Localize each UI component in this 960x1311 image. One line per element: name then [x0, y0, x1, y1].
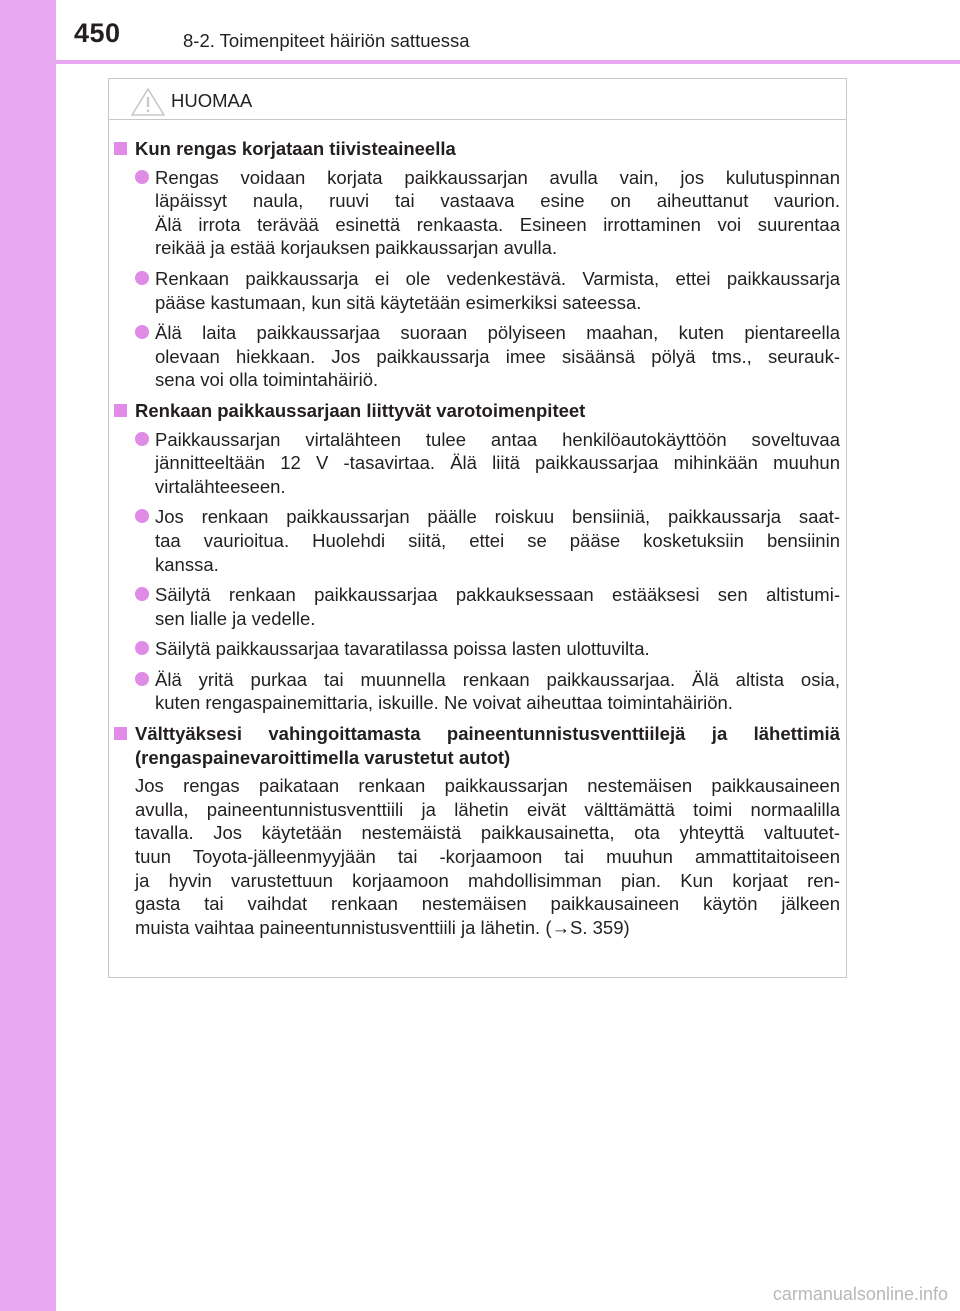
- text-line: virtalähteeseen.: [155, 475, 286, 497]
- text-line: pääse kastumaan, kun sitä käytetään esimerkiksi sateessa.: [155, 291, 642, 313]
- round-bullet-icon: [135, 432, 149, 446]
- list-item: [114, 505, 840, 576]
- notice-title: HUOMAA: [171, 90, 253, 111]
- text-line: Älä yritä purkaa tai muunnella renkaan paikkaussarjaa. Älä altista osia,: [155, 668, 840, 690]
- text-line: Jos rengas paikataan renkaan paikkaussarjan nestemäisen paikkausaineen: [135, 775, 840, 797]
- page-number: 450: [74, 18, 121, 48]
- text-line: taa vaurioitua. Huolehdi siitä, ettei se pääse kosketuksiin bensiinin: [155, 529, 840, 551]
- notice-body: [114, 137, 840, 945]
- section-heading: [114, 722, 840, 769]
- text-line: kuten rengaspainemittaria, iskuille. Ne voivat aiheuttaa toimintahäiriön.: [155, 692, 733, 714]
- text-line: avulla, paineentunnistusventtiili ja lähetin eivät välttämättä toimi normaalilla: [135, 798, 840, 820]
- watermark: carmanualsonline.info: [772, 1284, 948, 1304]
- text-line: Välttyäksesi vahingoittamasta paineentunnistusventtiilejä ja lähettimiä: [135, 723, 840, 745]
- text-line: läpäissyt naula, ruuvi tai vastaava esine on aiheuttanut vaurion.: [155, 190, 840, 212]
- text-line: jännitteeltään 12 V -tasavirtaa. Älä liitä paikkaussarjaa mihinkään muuhun: [155, 452, 840, 474]
- round-bullet-icon: [135, 325, 149, 339]
- text-line: sen lialle ja vedelle.: [155, 607, 316, 629]
- text-line: olevaan hiekkaan. Jos paikkaussarja imee sisäänsä pölyä tms., seurauk-: [155, 345, 840, 367]
- text-line: sena voi olla toimintahäiriö.: [155, 369, 379, 391]
- text-line: Paikkaussarjan virtalähteen tulee antaa henkilöautokäyttöön soveltuvaa: [155, 428, 840, 450]
- section-title: 8-2. Toimenpiteet häiriön sattuessa: [183, 30, 470, 51]
- square-bullet-icon: [114, 142, 127, 155]
- square-bullet-icon: [114, 404, 127, 417]
- text-line: kanssa.: [155, 553, 219, 575]
- list-item: [114, 637, 840, 661]
- notice-section: [114, 137, 840, 392]
- list-item: [114, 668, 840, 715]
- text-line: tuun Toyota-jälleenmyyjään tai -korjaamoon tai muuhun ammattitaitoiseen: [135, 846, 840, 868]
- header-divider: [56, 60, 960, 64]
- text-line: muista vaihtaa paineentunnistusventtiili ja lähetin. (→S. 359): [135, 916, 630, 938]
- round-bullet-icon: [135, 271, 149, 285]
- text-line: Älä irrota terävää esinettä renkaasta. Esineen irrottaminen voi suurentaa: [155, 213, 840, 235]
- warning-triangle-icon: [130, 87, 166, 117]
- text-line: ja hyvin varustettuun korjaamoon mahdollisimman pian. Kun korjaat ren-: [135, 869, 840, 891]
- notice-header: [109, 79, 846, 120]
- list-item: [114, 321, 840, 392]
- section-heading: [114, 137, 840, 161]
- text-line: Renkaan paikkaussarjaan liittyvät varotoimenpiteet: [135, 399, 586, 421]
- text-line: Jos renkaan paikkaussarjan päälle roiskuu bensiiniä, paikkaussarja saat-: [155, 506, 840, 528]
- text-line: Säilytä renkaan paikkaussarjaa pakkauksessaan estääksesi sen altistumi-: [155, 584, 840, 606]
- notice-section: [114, 722, 840, 939]
- square-bullet-icon: [114, 727, 127, 740]
- notice-box: [108, 78, 847, 978]
- text-line: reikää ja estää korjauksen paikkaussarjan avulla.: [155, 237, 558, 259]
- section-paragraph: [114, 774, 840, 939]
- text-line: Rengas voidaan korjata paikkaussarjan avulla vain, jos kulutuspinnan: [155, 166, 840, 188]
- side-color-strip: [0, 0, 56, 1311]
- text-line: gasta tai vaihdat renkaan nestemäisen paikkausaineen käytön jälkeen: [135, 893, 840, 915]
- list-item: [114, 428, 840, 499]
- text-line: Säilytä paikkaussarjaa tavaratilassa poissa lasten ulottuvilta.: [155, 638, 650, 660]
- text-line: (rengaspainevaroittimella varustetut autot): [135, 746, 511, 768]
- round-bullet-icon: [135, 587, 149, 601]
- section-heading: [114, 399, 840, 423]
- text-line: Kun rengas korjataan tiivisteaineella: [135, 138, 456, 159]
- round-bullet-icon: [135, 170, 149, 184]
- list-item: [114, 583, 840, 630]
- text-line: Älä laita paikkaussarjaa suoraan pölyiseen maahan, kuten pientareella: [155, 322, 840, 344]
- list-item: [114, 166, 840, 260]
- round-bullet-icon: [135, 641, 149, 655]
- round-bullet-icon: [135, 509, 149, 523]
- round-bullet-icon: [135, 672, 149, 686]
- notice-section: [114, 399, 840, 715]
- text-line: Renkaan paikkaussarja ei ole vedenkestävä. Varmista, ettei paikkaussarja: [155, 267, 840, 289]
- list-item: [114, 267, 840, 314]
- text-line: tavalla. Jos käytetään nestemäistä paikkausainetta, ota yhteyttä valtuutet-: [135, 822, 840, 844]
